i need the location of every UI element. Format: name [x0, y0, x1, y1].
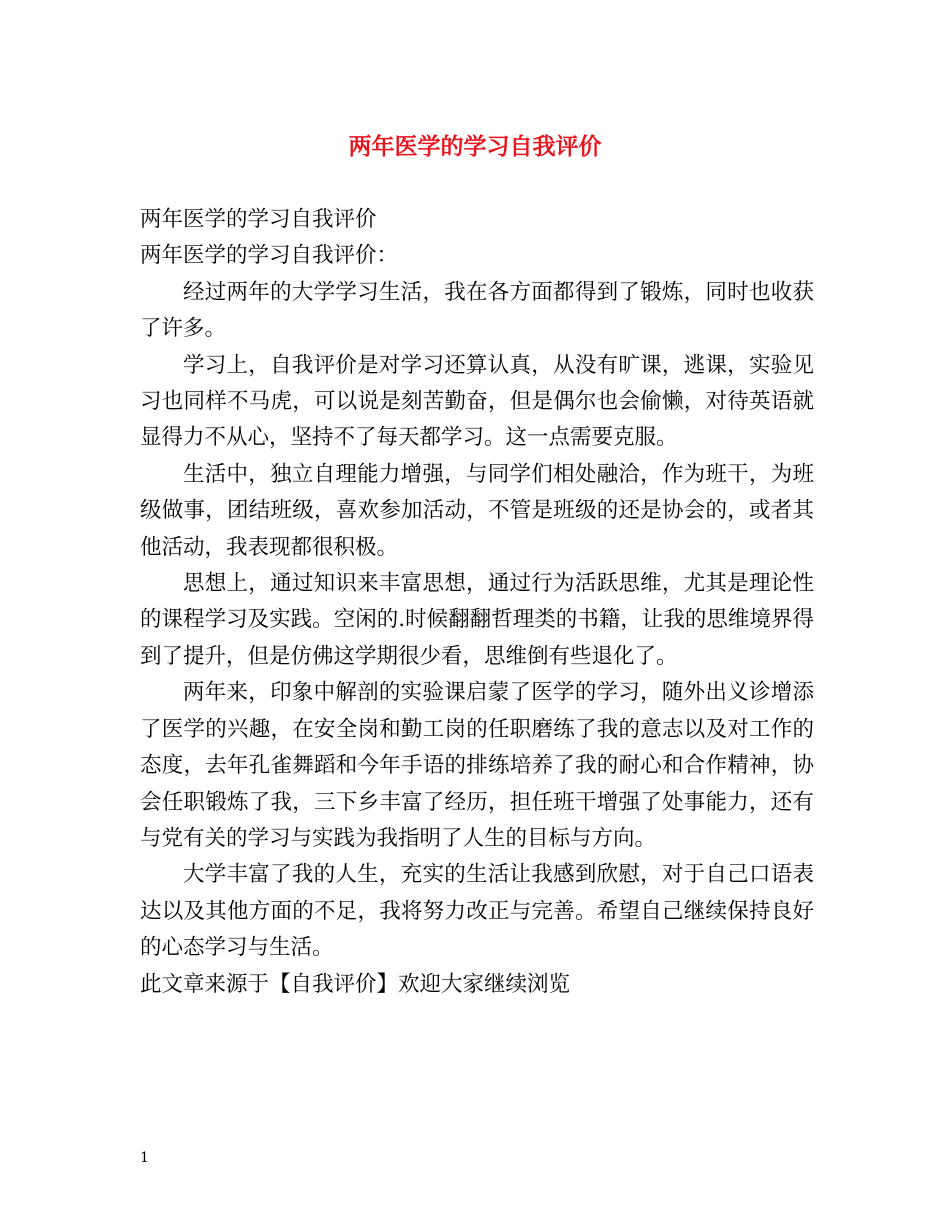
paragraph-thought: 思想上，通过知识来丰富思想，通过行为活跃思维，尤其是理论性的课程学习及实践。空闲的.时候翻翻哲理类的书籍，让我的思维境界得到了提升，但是仿佛这学期很少看，思维倒有些退化了。	[140, 571, 814, 669]
paragraph-experience: 两年来，印象中解剖的实验课启蒙了医学的学习，随外出义诊增添了医学的兴趣，在安全岗和勤工岗的任职磨练了我的意志以及对工作的态度，去年孔雀舞蹈和今年手语的排练培养了我的耐心和合作精神，协会任职锻炼了我，三下乡丰富了经历，担任班干增强了处事能力，还有与党有关的学习与实践为我指明了人生的目标与方向。	[140, 680, 814, 851]
paragraph-overview: 经过两年的大学学习生活，我在各方面都得到了锻炼，同时也收获了许多。	[140, 279, 814, 342]
page-number: 1	[140, 1150, 149, 1166]
subtitle-line: 两年医学的学习自我评价	[140, 207, 377, 232]
document-title: 两年医学的学习自我评价	[348, 133, 602, 160]
paragraph-conclusion: 大学丰富了我的人生，充实的生活让我感到欣慰，对于自己口语表达以及其他方面的不足，我将努力改正与完善。希望自己继续保持良好的心态学习与生活。	[140, 862, 814, 961]
paragraph-life: 生活中，独立自理能力增强，与同学们相处融洽，作为班干，为班级做事，团结班级，喜欢参加活动，不管是班级的还是协会的，或者其他活动，我表现都很积极。	[140, 461, 814, 560]
source-line: 此文章来源于【自我评价】欢迎大家继续浏览	[140, 971, 571, 997]
intro-line: 两年医学的学习自我评价：	[140, 243, 399, 269]
paragraph-study: 学习上，自我评价是对学习还算认真，从没有旷课，逃课，实验见习也同样不马虎，可以说是刻苦勤奋，但是偶尔也会偷懒，对待英语就显得力不从心，坚持不了每天都学习。这一点需要克服。	[140, 352, 814, 451]
document-body	[140, 202, 814, 1003]
